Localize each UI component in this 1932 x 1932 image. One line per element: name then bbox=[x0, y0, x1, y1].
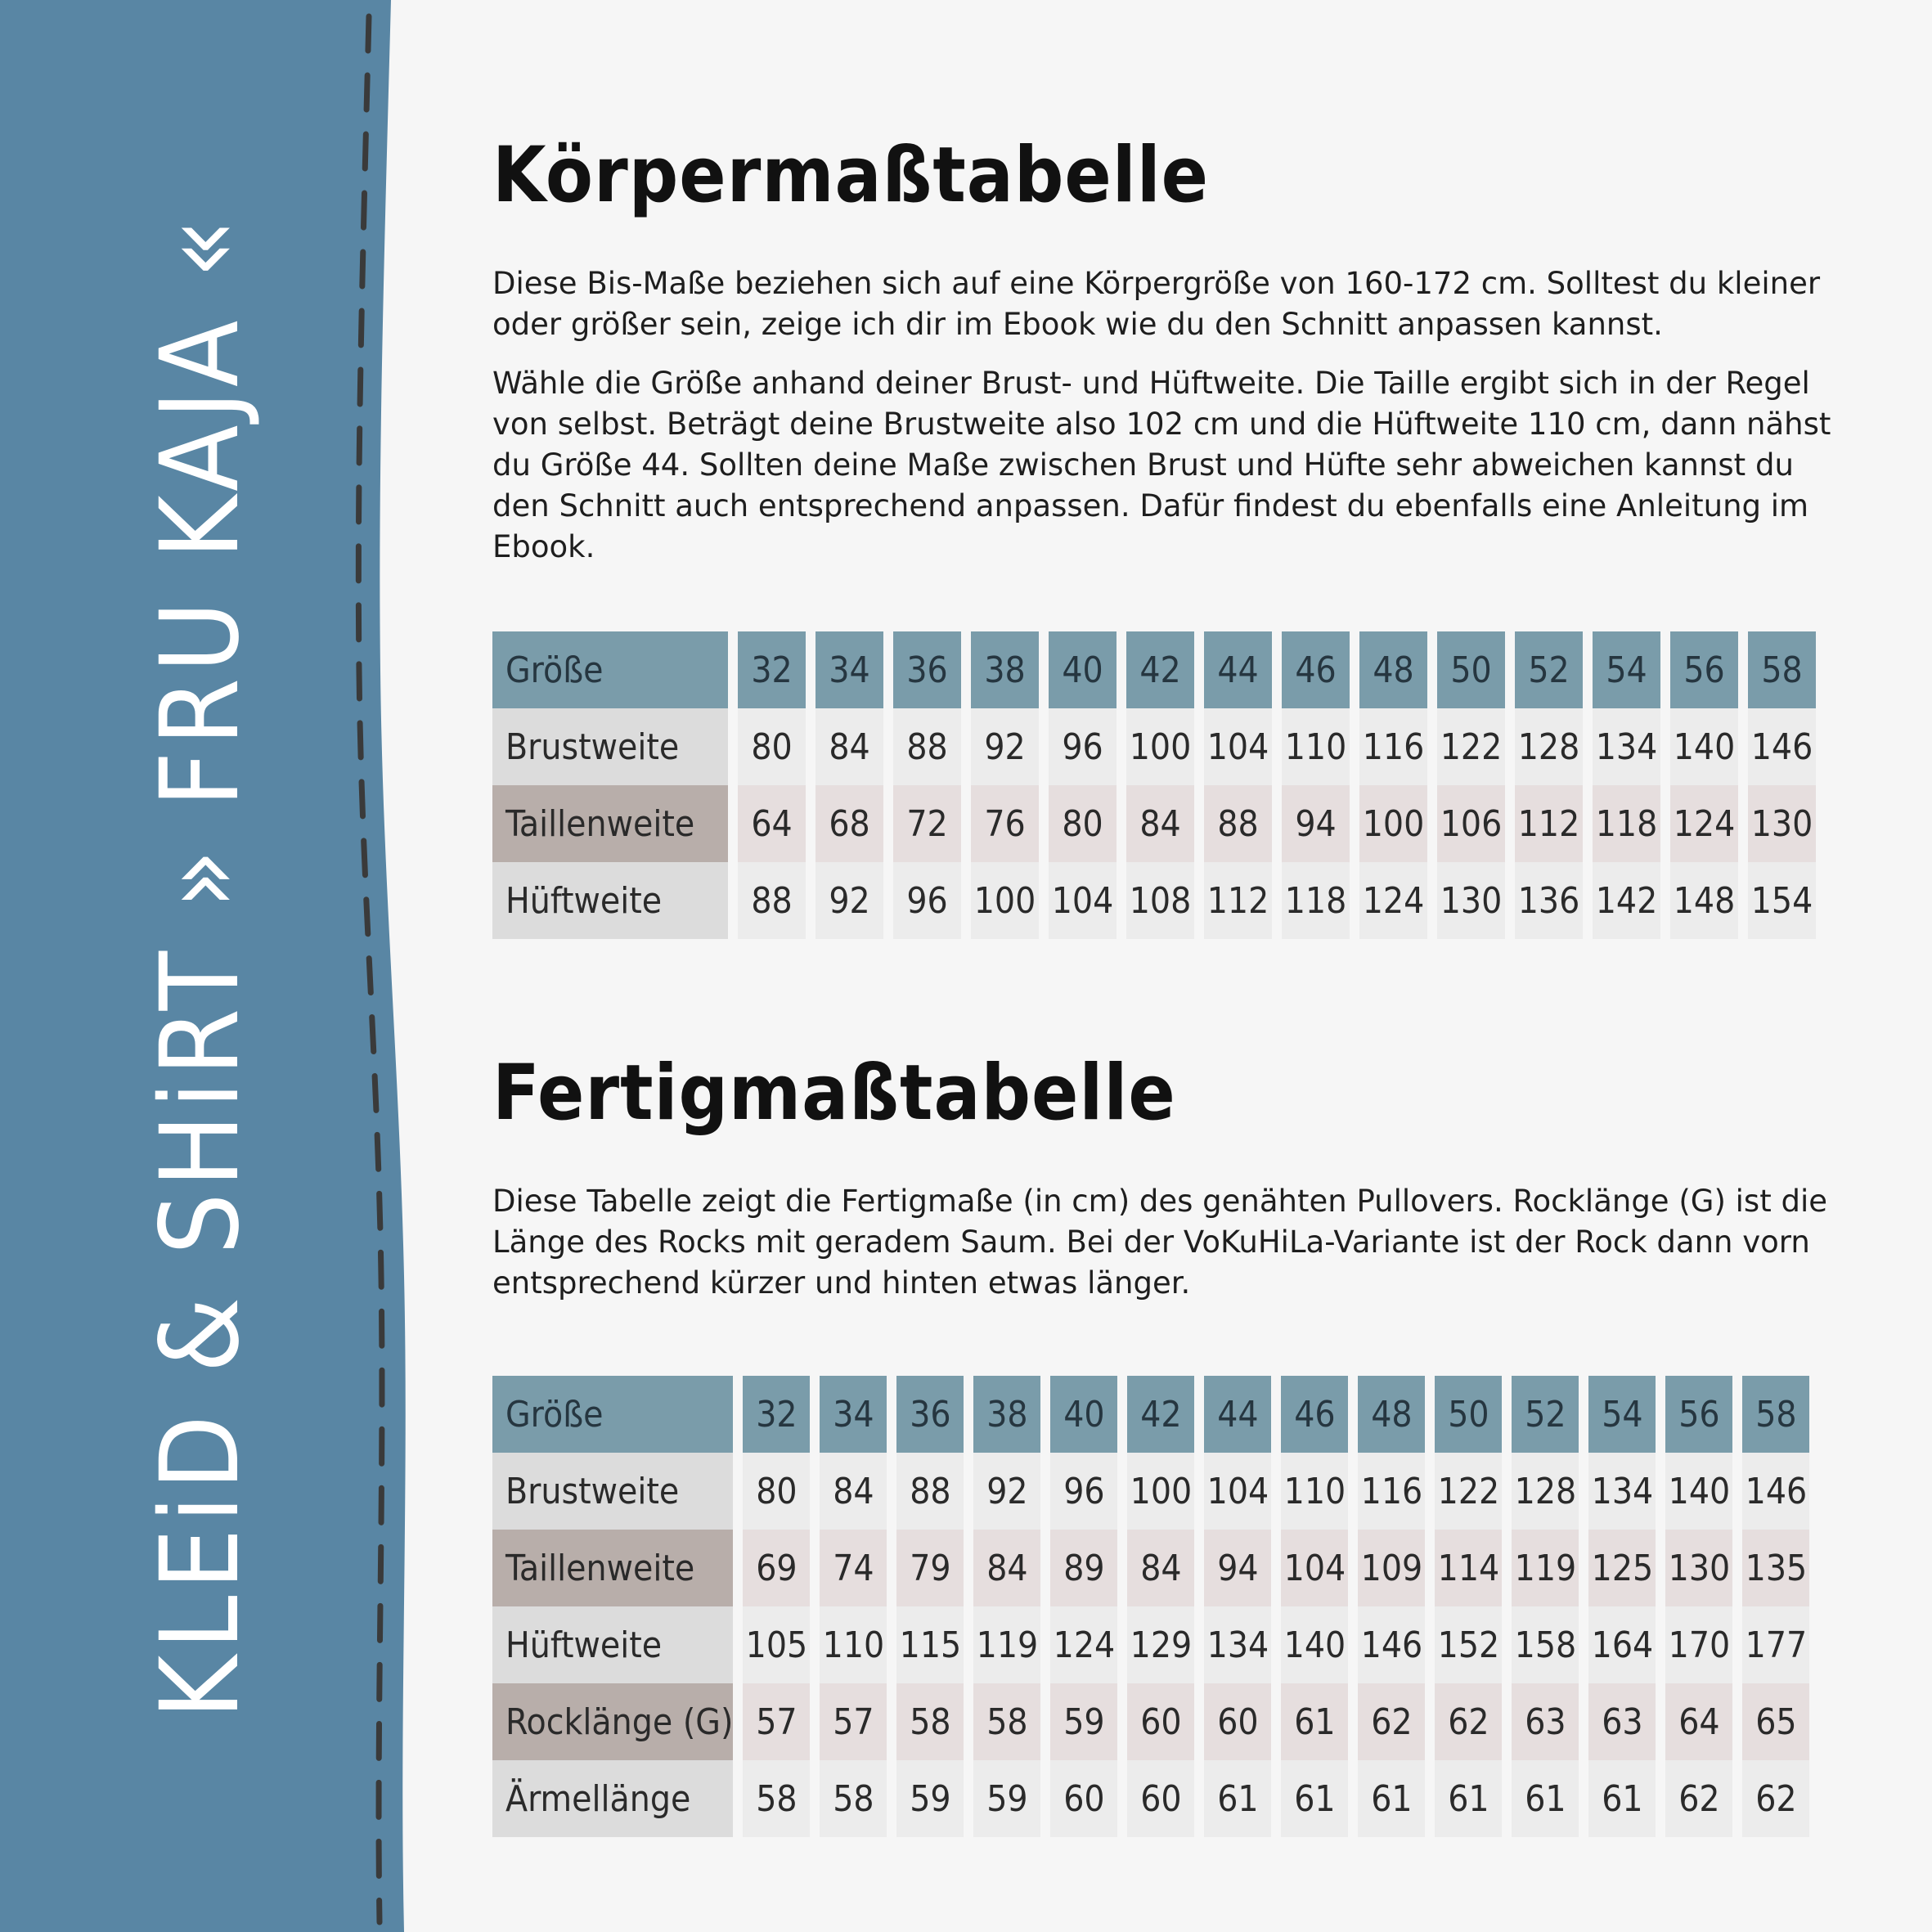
table-cell: 65 bbox=[1742, 1683, 1809, 1760]
size-header: 32 bbox=[738, 631, 806, 708]
table-cell: 134 bbox=[1593, 708, 1660, 785]
table-cell: 115 bbox=[896, 1606, 964, 1683]
table-cell: 119 bbox=[973, 1606, 1040, 1683]
size-header: 42 bbox=[1126, 631, 1194, 708]
table-cell: 134 bbox=[1588, 1453, 1656, 1530]
table-cell: 94 bbox=[1282, 785, 1350, 862]
table-cell: 100 bbox=[971, 862, 1039, 939]
table-cell: 59 bbox=[973, 1760, 1040, 1837]
table-cell: 106 bbox=[1437, 785, 1505, 862]
table-cell: 84 bbox=[815, 708, 883, 785]
table-cell: 104 bbox=[1049, 862, 1117, 939]
size-header: 46 bbox=[1282, 631, 1350, 708]
size-header: 44 bbox=[1204, 1376, 1271, 1453]
row-label: Hüftweite bbox=[492, 1606, 733, 1683]
size-header: 34 bbox=[815, 631, 883, 708]
table-row bbox=[492, 1606, 1809, 1683]
table-cell: 80 bbox=[743, 1453, 810, 1530]
size-header: 36 bbox=[896, 1376, 964, 1453]
table-cell: 64 bbox=[738, 785, 806, 862]
table-cell: 89 bbox=[1050, 1530, 1117, 1606]
table-cell: 80 bbox=[1049, 785, 1117, 862]
table-cell: 134 bbox=[1204, 1606, 1271, 1683]
table-row bbox=[492, 1453, 1809, 1530]
table-cell: 58 bbox=[896, 1683, 964, 1760]
table-cell: 58 bbox=[973, 1683, 1040, 1760]
table-cell: 125 bbox=[1588, 1530, 1656, 1606]
table-cell: 140 bbox=[1281, 1606, 1348, 1683]
table-cell: 84 bbox=[973, 1530, 1040, 1606]
table-cell: 60 bbox=[1127, 1760, 1194, 1837]
body-table-title: Körpermaßtabelle bbox=[492, 131, 1210, 220]
size-header: 54 bbox=[1593, 631, 1660, 708]
table-cell: 118 bbox=[1593, 785, 1660, 862]
size-header: 58 bbox=[1742, 1376, 1809, 1453]
table-cell: 61 bbox=[1281, 1760, 1348, 1837]
table-cell: 146 bbox=[1358, 1606, 1425, 1683]
table-cell: 62 bbox=[1665, 1760, 1732, 1837]
table-cell: 72 bbox=[893, 785, 961, 862]
table-cell: 59 bbox=[896, 1760, 964, 1837]
table-cell: 118 bbox=[1282, 862, 1350, 939]
table-cell: 170 bbox=[1665, 1606, 1732, 1683]
table-cell: 62 bbox=[1435, 1683, 1502, 1760]
body-table-paragraph-1: Diese Bis-Maße beziehen sich auf eine Körpergröße von 160-172 cm. Solltest du kleiner oder größer sein, zeige ich dir im Ebook wie du den Schnitt anpassen kannst. bbox=[492, 266, 1821, 342]
row-label: Ärmellänge bbox=[492, 1760, 733, 1837]
table-row bbox=[492, 785, 1816, 862]
table-cell: 96 bbox=[893, 862, 961, 939]
table-cell: 112 bbox=[1515, 785, 1583, 862]
row-label: Brustweite bbox=[492, 708, 728, 785]
table-cell: 104 bbox=[1204, 708, 1272, 785]
size-header: 42 bbox=[1127, 1376, 1194, 1453]
table-cell: 142 bbox=[1593, 862, 1660, 939]
size-header: 32 bbox=[743, 1376, 810, 1453]
table-cell: 96 bbox=[1050, 1453, 1117, 1530]
table-cell: 177 bbox=[1742, 1606, 1809, 1683]
table-cell: 84 bbox=[1127, 1530, 1194, 1606]
row-label: Taillenweite bbox=[492, 785, 728, 862]
size-header: 38 bbox=[971, 631, 1039, 708]
table-cell: 57 bbox=[743, 1683, 810, 1760]
finished-table-paragraph-1: Diese Tabelle zeigt die Fertigmaße (in cm) des genähten Pullovers. Rocklänge (G) ist die Länge des Rocks mit geradem Saum. Bei der VoKuHiLa-Variante ist der Rock dann vorn entsprechend kürzer und hinten etwas länger. bbox=[492, 1184, 1827, 1301]
body-table-paragraph-2: Wähle die Größe anhand deiner Brust- und Hüftweite. Die Taille ergibt sich in der Regel von selbst. Beträgt deine Brustweite also 102 cm und die Hüftweite 110 cm, dann nähst du Größe 44. Sollten deine Maße zwischen Brust und Hüfte sehr abweichen kannst du den Schnitt auch entsprechend anpassen. Dafür findest du ebenfalls eine Anleitung im Ebook. bbox=[492, 366, 1831, 564]
size-header: 52 bbox=[1515, 631, 1583, 708]
table-cell: 136 bbox=[1515, 862, 1583, 939]
size-header: 58 bbox=[1748, 631, 1816, 708]
table-cell: 110 bbox=[1282, 708, 1350, 785]
size-header: 38 bbox=[973, 1376, 1040, 1453]
table-cell: 124 bbox=[1050, 1606, 1117, 1683]
table-row bbox=[492, 862, 1816, 939]
table-cell: 122 bbox=[1435, 1453, 1502, 1530]
table-cell: 69 bbox=[743, 1530, 810, 1606]
table-cell: 122 bbox=[1437, 708, 1505, 785]
table-cell: 146 bbox=[1748, 708, 1816, 785]
table-cell: 112 bbox=[1204, 862, 1272, 939]
table-cell: 124 bbox=[1670, 785, 1738, 862]
table-cell: 61 bbox=[1512, 1760, 1579, 1837]
table-header-row bbox=[492, 1376, 1809, 1453]
size-header: 48 bbox=[1358, 1376, 1425, 1453]
table-cell: 61 bbox=[1435, 1760, 1502, 1837]
table-cell: 62 bbox=[1742, 1760, 1809, 1837]
table-cell: 116 bbox=[1358, 1453, 1425, 1530]
table-row bbox=[492, 708, 1816, 785]
size-header: 40 bbox=[1050, 1376, 1117, 1453]
size-header: 50 bbox=[1435, 1376, 1502, 1453]
size-header: 40 bbox=[1049, 631, 1117, 708]
size-header: 44 bbox=[1204, 631, 1272, 708]
table-cell: 146 bbox=[1742, 1453, 1809, 1530]
size-header: 56 bbox=[1670, 631, 1738, 708]
row-label: Rocklänge (G) bbox=[492, 1683, 733, 1760]
table-cell: 100 bbox=[1127, 1453, 1194, 1530]
size-header: 56 bbox=[1665, 1376, 1732, 1453]
table-cell: 60 bbox=[1204, 1683, 1271, 1760]
table-cell: 59 bbox=[1050, 1683, 1117, 1760]
body-measurement-table bbox=[483, 631, 1826, 939]
table-cell: 148 bbox=[1670, 862, 1738, 939]
table-cell: 104 bbox=[1204, 1453, 1271, 1530]
table-row bbox=[492, 1760, 1809, 1837]
size-header: 36 bbox=[893, 631, 961, 708]
table-cell: 61 bbox=[1358, 1760, 1425, 1837]
table-header-row bbox=[492, 631, 1816, 708]
table-cell: 63 bbox=[1512, 1683, 1579, 1760]
table-cell: 130 bbox=[1665, 1530, 1732, 1606]
table-cell: 135 bbox=[1742, 1530, 1809, 1606]
table-row bbox=[492, 1683, 1809, 1760]
row-label: Hüftweite bbox=[492, 862, 728, 939]
table-cell: 80 bbox=[738, 708, 806, 785]
table-cell: 58 bbox=[820, 1760, 887, 1837]
table-cell: 130 bbox=[1748, 785, 1816, 862]
table-cell: 128 bbox=[1512, 1453, 1579, 1530]
table-cell: 129 bbox=[1127, 1606, 1194, 1683]
size-header: 48 bbox=[1359, 631, 1427, 708]
table-cell: 79 bbox=[896, 1530, 964, 1606]
table-cell: 92 bbox=[973, 1453, 1040, 1530]
table-cell: 128 bbox=[1515, 708, 1583, 785]
table-cell: 154 bbox=[1748, 862, 1816, 939]
table-cell: 140 bbox=[1665, 1453, 1732, 1530]
table-cell: 105 bbox=[743, 1606, 810, 1683]
table-cell: 114 bbox=[1435, 1530, 1502, 1606]
table-cell: 63 bbox=[1588, 1683, 1656, 1760]
table-cell: 88 bbox=[1204, 785, 1272, 862]
size-header: 54 bbox=[1588, 1376, 1656, 1453]
table-cell: 60 bbox=[1050, 1760, 1117, 1837]
table-cell: 164 bbox=[1588, 1606, 1656, 1683]
table-cell: 88 bbox=[896, 1453, 964, 1530]
table-cell: 116 bbox=[1359, 708, 1427, 785]
header-label: Größe bbox=[492, 631, 728, 708]
size-header: 34 bbox=[820, 1376, 887, 1453]
finished-measurement-table bbox=[483, 1376, 1819, 1837]
table-cell: 60 bbox=[1127, 1683, 1194, 1760]
table-cell: 100 bbox=[1359, 785, 1427, 862]
sidebar-title: KLEiD & SHiRT » FRU KAJA « bbox=[137, 213, 263, 1719]
table-cell: 76 bbox=[971, 785, 1039, 862]
table-cell: 92 bbox=[815, 862, 883, 939]
table-cell: 58 bbox=[743, 1760, 810, 1837]
finished-table-title: Fertigmaßtabelle bbox=[492, 1049, 1176, 1138]
table-cell: 84 bbox=[1126, 785, 1194, 862]
table-cell: 158 bbox=[1512, 1606, 1579, 1683]
table-cell: 110 bbox=[1281, 1453, 1348, 1530]
header-label: Größe bbox=[492, 1376, 733, 1453]
table-cell: 68 bbox=[815, 785, 883, 862]
table-cell: 74 bbox=[820, 1530, 887, 1606]
table-cell: 88 bbox=[738, 862, 806, 939]
table-cell: 124 bbox=[1359, 862, 1427, 939]
table-cell: 61 bbox=[1204, 1760, 1271, 1837]
table-cell: 88 bbox=[893, 708, 961, 785]
table-cell: 64 bbox=[1665, 1683, 1732, 1760]
size-header: 50 bbox=[1437, 631, 1505, 708]
table-cell: 130 bbox=[1437, 862, 1505, 939]
table-cell: 140 bbox=[1670, 708, 1738, 785]
table-cell: 108 bbox=[1126, 862, 1194, 939]
table-cell: 94 bbox=[1204, 1530, 1271, 1606]
table-cell: 100 bbox=[1126, 708, 1194, 785]
table-cell: 152 bbox=[1435, 1606, 1502, 1683]
table-cell: 61 bbox=[1588, 1760, 1656, 1837]
table-cell: 119 bbox=[1512, 1530, 1579, 1606]
row-label: Brustweite bbox=[492, 1453, 733, 1530]
table-row bbox=[492, 1530, 1809, 1606]
row-label: Taillenweite bbox=[492, 1530, 733, 1606]
table-cell: 84 bbox=[820, 1453, 887, 1530]
table-cell: 104 bbox=[1281, 1530, 1348, 1606]
table-cell: 57 bbox=[820, 1683, 887, 1760]
table-cell: 110 bbox=[820, 1606, 887, 1683]
table-cell: 92 bbox=[971, 708, 1039, 785]
size-header: 46 bbox=[1281, 1376, 1348, 1453]
table-cell: 61 bbox=[1281, 1683, 1348, 1760]
table-cell: 62 bbox=[1358, 1683, 1425, 1760]
table-cell: 96 bbox=[1049, 708, 1117, 785]
table-cell: 109 bbox=[1358, 1530, 1425, 1606]
size-header: 52 bbox=[1512, 1376, 1579, 1453]
